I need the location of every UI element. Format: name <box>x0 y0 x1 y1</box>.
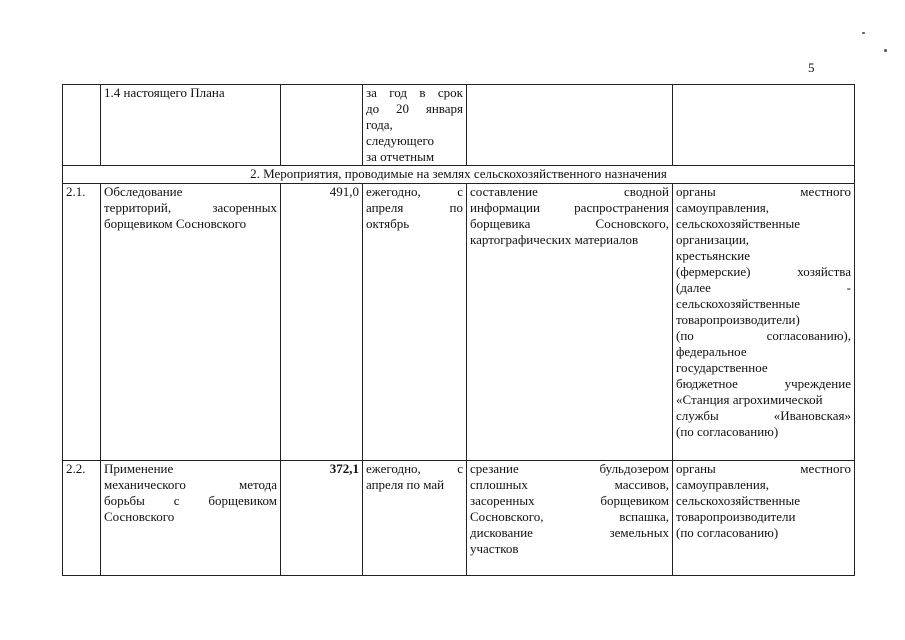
name-line: территорий, засоренных <box>104 200 277 215</box>
row-number-cell: 2.1. <box>63 184 101 461</box>
result-line: срезание бульдозером <box>470 461 669 476</box>
name-line: Применение <box>104 461 174 476</box>
name-line: Обследование <box>104 184 183 199</box>
executor-line: (фермерские) хозяйства <box>676 264 851 279</box>
cost-cell: 491,0 <box>281 184 363 461</box>
cost-cell <box>281 85 363 166</box>
executors-cell <box>673 461 855 576</box>
executor-line: сельскохозяйственные <box>676 216 800 231</box>
executors-cell <box>673 85 855 166</box>
scan-speck <box>884 49 887 52</box>
executors-cell <box>673 184 855 461</box>
activity-name-cell: 1.4 настоящего Плана <box>101 85 281 166</box>
executor-line: товаропроизводители) <box>676 312 800 327</box>
table-row-continued <box>63 85 855 166</box>
executor-line: органы местного <box>676 184 851 199</box>
executor-line: «Станция агрохимической <box>676 392 823 407</box>
result-line: дискование земельных <box>470 525 669 540</box>
result-cell <box>467 184 673 461</box>
result-line: участков <box>470 541 519 556</box>
executor-line: (по согласованию) <box>676 424 779 439</box>
result-line: засоренных борщевиком <box>470 493 669 508</box>
section-title: 2. Мероприятия, проводимые на землях сельскохозяйственного назначения <box>63 166 855 184</box>
table-row <box>63 184 855 461</box>
executor-line: (далее - <box>676 280 851 295</box>
executor-line: самоуправления, <box>676 200 770 215</box>
result-line: борщевика Сосновского, <box>470 216 669 231</box>
result-line: сплошных массивов, <box>470 477 669 492</box>
result-cell <box>467 85 673 166</box>
executor-line: самоуправления, <box>676 477 770 492</box>
executor-line: государственное <box>676 360 768 375</box>
name-line: Сосновского <box>104 509 175 524</box>
executor-line: крестьянские <box>676 248 751 263</box>
page-number: 5 <box>808 60 815 75</box>
term-cell <box>363 85 467 166</box>
term-line: апреля по май <box>366 477 445 492</box>
name-line: борщевиком Сосновского <box>104 216 247 231</box>
result-line: картографических материалов <box>470 232 639 247</box>
term-cell <box>363 461 467 576</box>
term-line: года, <box>366 117 393 132</box>
row-number-cell: 2.2. <box>63 461 101 576</box>
executor-line: федеральное <box>676 344 747 359</box>
executor-line: сельскохозяйственные <box>676 296 800 311</box>
table-section-row <box>63 166 855 184</box>
term-line: октябрь <box>366 216 410 231</box>
executor-line: (по согласованию) <box>676 525 779 540</box>
result-cell <box>467 461 673 576</box>
activity-name-cell <box>101 184 281 461</box>
cost-cell: 372,1 <box>281 461 363 576</box>
term-line: за год в срок <box>366 85 463 100</box>
term-line: ежегодно, с <box>366 184 463 199</box>
executor-line: сельскохозяйственные <box>676 493 800 508</box>
plan-table <box>62 84 855 576</box>
row-number-cell <box>63 85 101 166</box>
result-line: Сосновского, вспашка, <box>470 509 669 524</box>
activity-name-cell <box>101 461 281 576</box>
term-cell <box>363 184 467 461</box>
term-line: следующего <box>366 133 434 148</box>
result-line: составление сводной <box>470 184 669 199</box>
scan-speck <box>862 32 865 34</box>
name-line: механического метода <box>104 477 277 492</box>
term-line: за отчетным <box>366 149 435 164</box>
term-line: ежегодно, с <box>366 461 463 476</box>
executor-line: бюджетное учреждение <box>676 376 851 391</box>
table-row <box>63 461 855 576</box>
term-line: до 20 января <box>366 101 463 116</box>
executor-line: службы «Ивановская» <box>676 408 851 423</box>
name-line: борьбы с борщевиком <box>104 493 277 508</box>
executor-line: органы местного <box>676 461 851 476</box>
executor-line: (по согласованию), <box>676 328 851 343</box>
term-line: апреля по <box>366 200 463 215</box>
executor-line: организации, <box>676 232 750 247</box>
result-line: информации распространения <box>470 200 669 215</box>
executor-line: товаропроизводители <box>676 509 796 524</box>
